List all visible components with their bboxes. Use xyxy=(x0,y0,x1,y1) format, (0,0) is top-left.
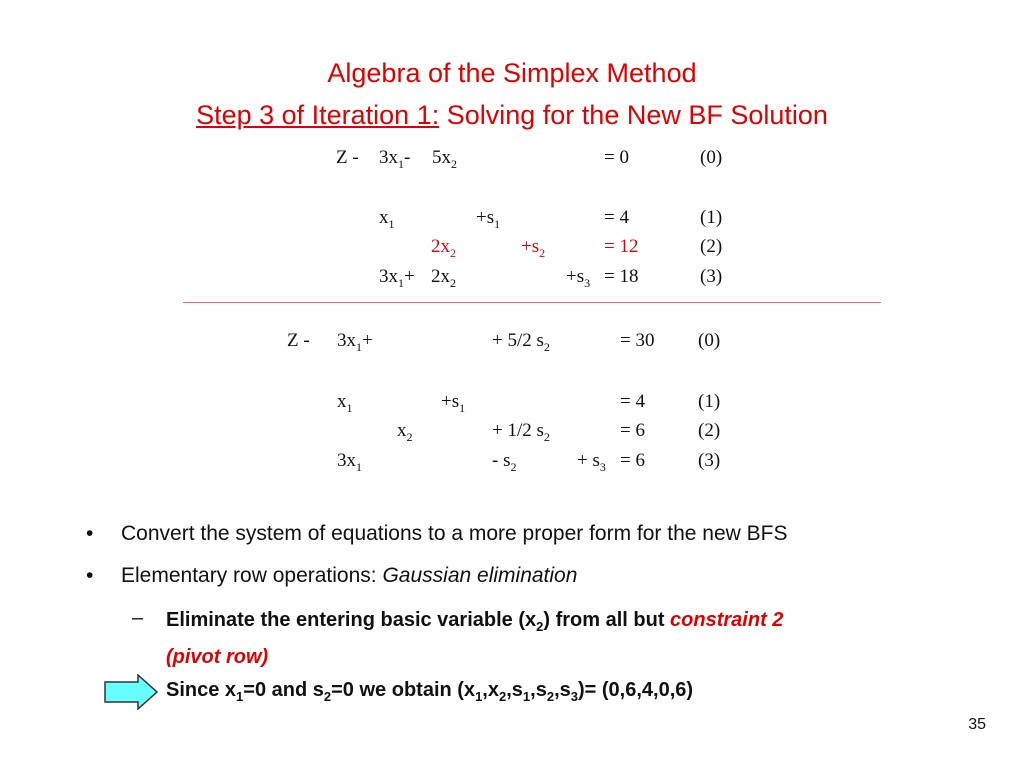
page-number: 35 xyxy=(968,716,986,733)
eq3-s3: $+s_3$ xyxy=(566,266,591,290)
subtitle-step: Step 3 of Iteration 1: xyxy=(196,100,440,130)
eq0-x1: $3x_1-$ xyxy=(379,147,411,171)
neq3-label: (3) xyxy=(698,450,721,471)
eq3-x2: $2x_2$ xyxy=(431,266,456,290)
slide-subtitle xyxy=(0,100,1024,131)
slide-title xyxy=(0,58,1024,89)
eq0-z: Z - xyxy=(336,147,359,168)
subtitle-rest: Solving for the New BF Solution xyxy=(439,100,828,130)
neq2-s2: + 1/2 $s_2$ xyxy=(492,420,550,444)
neq2-rhs: = 6 xyxy=(620,420,645,441)
sub-bullet-text: Eliminate the entering basic variable $(x_2)$ from all but constraint 2 (pivot row) xyxy=(166,609,784,668)
bullet-item xyxy=(86,564,986,592)
eq1-s1: $+s_1$ xyxy=(476,207,501,231)
neq3-s2: - $s_2$ xyxy=(492,450,517,474)
neq2-label: (2) xyxy=(698,420,721,441)
bullet-text: Convert the system of equations to a more proper form for the new BFS xyxy=(121,522,788,545)
eq1-rhs: = 4 xyxy=(604,207,629,228)
bullet-text: Elementary row operations: Gaussian elimination xyxy=(121,564,578,587)
neq0-label: (0) xyxy=(698,330,721,351)
neq1-x1: $x_1$ xyxy=(337,391,353,415)
conclusion-text: Since $x_1=0$ and $s_2=0$ we obtain $(x_1,x_2,s_1,s_2,s_3)= (0,6,4,0,6)$ xyxy=(166,679,694,704)
neq1-s1: $+s_1$ xyxy=(441,391,466,415)
neq1-rhs: = 4 xyxy=(620,391,645,412)
eq3-rhs: = 18 xyxy=(604,266,639,287)
neq0-x1: $3x_1+$ xyxy=(337,330,373,354)
eq0-label: (0) xyxy=(700,147,723,168)
eq3-x1: $3x_1+$ xyxy=(379,266,415,290)
eq3-label: (3) xyxy=(700,266,723,287)
neq2-x2: $x_2$ xyxy=(397,420,413,444)
bullet-marker: • xyxy=(86,522,94,545)
neq3-rhs: = 6 xyxy=(620,450,645,471)
eq1-x1: $x_1$ xyxy=(379,207,395,231)
eq2-s2: $+s_2$ xyxy=(521,236,546,260)
right-arrow-icon xyxy=(104,674,158,710)
eq0-x2: $5x_2$ xyxy=(432,147,457,171)
title-line1: Algebra of the Simplex Method xyxy=(327,58,697,88)
bullet-marker: • xyxy=(86,564,94,587)
eq2-rhs: = 12 xyxy=(604,236,639,257)
eq0-rhs: = 0 xyxy=(604,147,629,168)
eq1-label: (1) xyxy=(700,207,723,228)
neq1-label: (1) xyxy=(698,391,721,412)
sub-bullet-marker: – xyxy=(132,607,144,629)
neq3-x1: $3x_1$ xyxy=(337,450,362,474)
bullet-item xyxy=(86,522,986,550)
eq2-label: (2) xyxy=(700,236,723,257)
eq2-x2: $2x_2$ xyxy=(431,236,456,260)
neq3-s3: + $s_3$ xyxy=(577,450,606,474)
neq0-z: Z - xyxy=(287,330,310,351)
neq0-rhs: = 30 xyxy=(620,330,655,351)
neq0-s2: + 5/2 $s_2$ xyxy=(492,330,550,354)
divider-line xyxy=(183,302,881,303)
